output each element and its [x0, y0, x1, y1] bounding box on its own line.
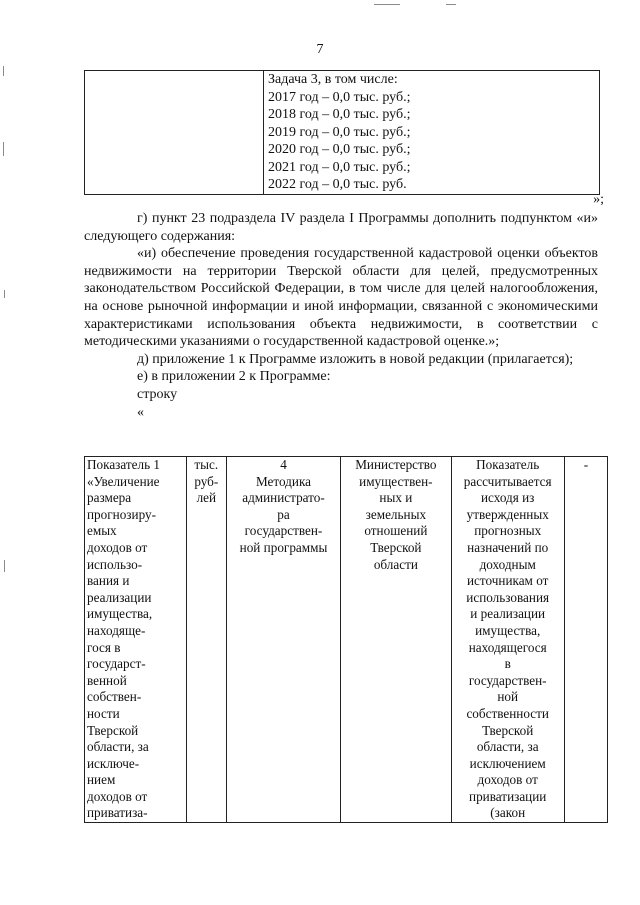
cell-line: емых — [87, 523, 117, 539]
cell-line: Показатель — [476, 457, 540, 472]
cell-line: вания и — [87, 573, 130, 589]
cell-line: государствен- — [244, 523, 323, 539]
paragraph-g: г) пункт 23 подраздела IV раздела I Программы дополнить подпунктом «и» следующего содержания: — [84, 211, 598, 244]
cell-line: назначений по — [467, 539, 549, 555]
cell-line: утвержденных — [466, 506, 549, 522]
cell-line: ности — [87, 705, 120, 721]
cell-line: Методика — [255, 473, 312, 489]
paragraph-i: «и) обеспечение проведения государственной кадастровой оценки объектов недвижимости на территории Тверской области для целей, предусмотренных законодательством Российской Федерации, в том числе для целей налогообложения, на основе рыночной информации и иной информации, связанной с экономическими характеристиками использования объекта недвижимости, в соответствии с методическими указаниями о государственной кадастровой оценке.»; — [84, 246, 598, 350]
scan-edge-mark — [4, 290, 5, 298]
scan-edge-mark — [374, 4, 400, 5]
task-funding-table — [84, 70, 600, 195]
cell-line: приватизации — [469, 788, 547, 804]
cell-line: исключением — [469, 755, 546, 771]
cell-line: области — [373, 556, 418, 572]
cell-line: отношений — [364, 523, 428, 539]
cell-line: Показатель 1 — [87, 457, 161, 472]
cell-line: 4 — [280, 457, 287, 472]
cell-line: Тверской — [482, 722, 534, 738]
amendment-text — [84, 210, 598, 421]
cell-line: лей — [196, 490, 217, 506]
unit-cell — [186, 457, 226, 823]
cell-line: доходным — [479, 556, 536, 572]
open-quote: « — [137, 404, 144, 420]
cell-line: «Увеличение — [87, 473, 160, 489]
scan-edge-mark — [4, 560, 5, 572]
cell-line: и реализации — [470, 606, 546, 622]
task-funding-line: 2021 год – 0,0 тыс. руб.; — [268, 159, 411, 175]
task-funding-line: 2018 год – 0,0 тыс. руб.; — [268, 107, 411, 122]
cell-line: имущества, — [87, 606, 153, 622]
cell-line: исходя из — [481, 490, 535, 506]
cell-line: доходов от — [87, 539, 148, 555]
cell-line: приватиза- — [87, 805, 148, 821]
cell-line: Министерство — [355, 457, 437, 472]
cell-line: государствен- — [468, 672, 547, 688]
cell-line: ной — [497, 689, 519, 705]
task-funding-line: 2022 год – 0,0 тыс. руб. — [268, 177, 407, 192]
cell-line: тыс. — [194, 457, 219, 472]
cell-line: - — [583, 457, 589, 472]
cell-line: в — [504, 656, 511, 672]
responsible-cell — [341, 457, 451, 823]
cell-line: руб- — [194, 473, 219, 489]
cell-line: источникам от — [467, 573, 549, 589]
cell-line: исключе- — [87, 755, 140, 771]
cell-line: собствен- — [87, 689, 142, 705]
cell-line: области, за — [476, 739, 539, 755]
paragraph-stroku: строку — [137, 386, 178, 402]
cell-line: размера — [87, 490, 132, 506]
cell-line: имуществен- — [359, 473, 433, 489]
task-funding-line: 2019 год – 0,0 тыс. руб.; — [268, 124, 411, 140]
cell-line: доходов от — [477, 772, 538, 788]
task-funding-line: Задача 3, в том числе: — [268, 72, 398, 87]
cell-line: прогнозных — [474, 523, 542, 539]
cell-line: имущества, — [475, 622, 541, 638]
cell-line: ра — [277, 506, 290, 522]
scan-edge-mark — [3, 66, 4, 76]
cell-line: земельных — [365, 506, 427, 522]
value-cell — [564, 457, 607, 823]
cell-line: Тверской — [87, 722, 139, 738]
cell-line: находяще- — [87, 622, 146, 638]
cell-line: (закон — [490, 805, 526, 821]
cell-line: государст- — [87, 656, 146, 672]
cell-line: собственности — [466, 705, 549, 721]
paragraph-e: е) в приложении 2 к Программе: — [137, 369, 331, 385]
cell-line: ных и — [379, 490, 413, 506]
indicator-table — [84, 456, 608, 823]
cell-line: Тверской — [370, 539, 422, 555]
task-funding-line: 2020 год – 0,0 тыс. руб.; — [268, 142, 411, 157]
cell-line: ной программы — [239, 539, 328, 555]
cell-line: реализации — [87, 589, 152, 605]
cell-line: использо- — [87, 556, 143, 572]
task-funding-line: 2017 год – 0,0 тыс. руб.; — [268, 89, 411, 105]
empty-cell — [85, 71, 264, 195]
indicator-name-cell — [85, 457, 187, 823]
scan-edge-mark — [446, 4, 456, 5]
method-cell — [226, 457, 340, 823]
end-quote: »; — [593, 192, 604, 207]
cell-line: рассчитывается — [463, 473, 552, 489]
cell-line: области, за — [87, 739, 149, 755]
task-funding-cell — [264, 71, 600, 195]
cell-line: использования — [466, 589, 550, 605]
cell-line: находящегося — [468, 639, 547, 655]
cell-line: нием — [87, 772, 116, 788]
paragraph-d: д) приложение 1 к Программе изложить в новой редакции (прилагается); — [137, 351, 574, 367]
scan-edge-mark — [3, 142, 4, 156]
cell-line: гося в — [87, 639, 121, 655]
cell-line: прогнозиру- — [87, 506, 156, 522]
cell-line: доходов от — [87, 788, 148, 804]
calculation-cell — [451, 457, 564, 823]
page-number: 7 — [316, 42, 324, 57]
cell-line: венной — [87, 672, 127, 688]
cell-line: администрато- — [242, 490, 325, 506]
